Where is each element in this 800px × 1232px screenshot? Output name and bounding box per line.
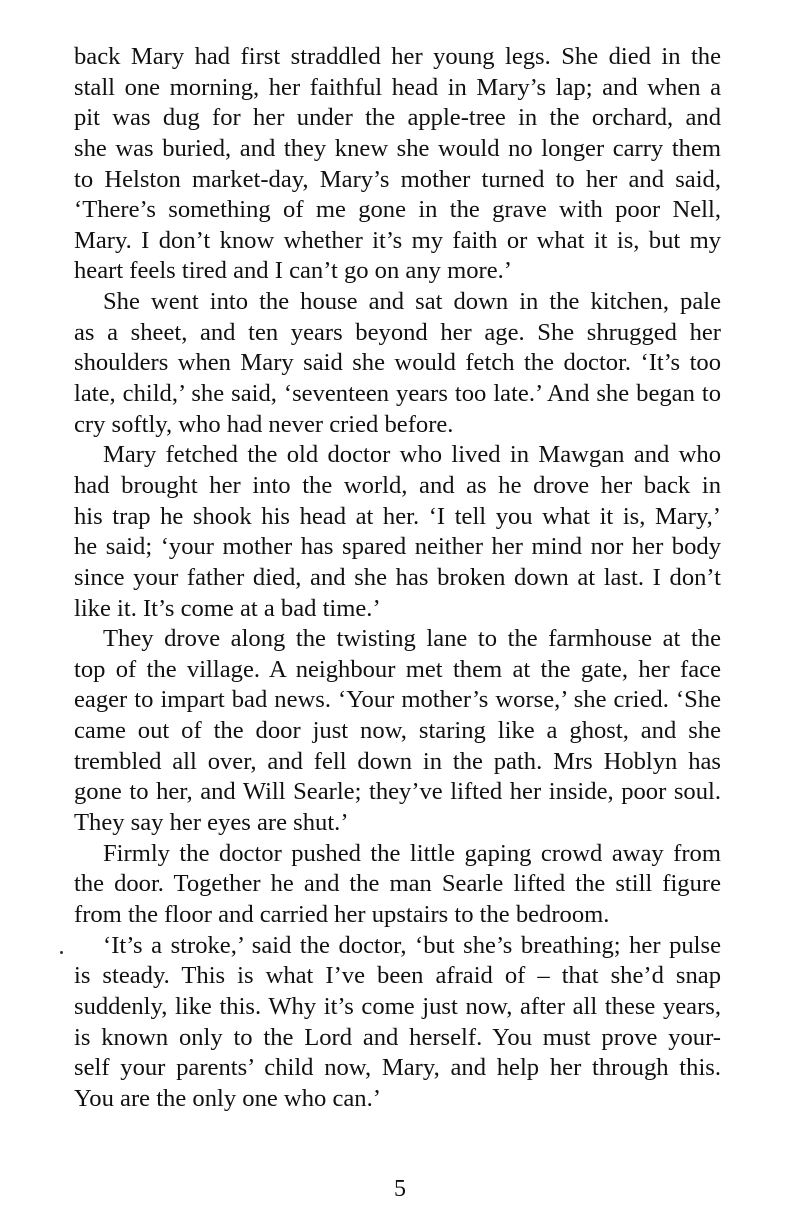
text-line: ‘It’s a stroke,’ said the doctor, ‘but she’s breathing; her pulse xyxy=(103,931,721,959)
text-line: Mary. I don’t know whether it’s my faith or what it is, but my xyxy=(74,226,721,254)
text-line: his trap he shook his head at her. ‘I tell you what it is, Mary,’ xyxy=(74,502,721,530)
text-line: as a sheet, and ten years beyond her age. She shrugged her xyxy=(74,318,721,346)
text-line: Firmly the doctor pushed the little gaping crowd away from xyxy=(103,839,721,867)
text-line: eager to impart bad news. ‘Your mother’s worse,’ she cried. ‘She xyxy=(74,686,721,714)
text-line: since your father died, and she has broken down at last. I don’t xyxy=(74,563,721,591)
paragraph xyxy=(74,42,721,287)
text-line: is known only to the Lord and herself. You must prove your- xyxy=(74,1023,721,1051)
paragraph xyxy=(74,287,721,440)
text-line: self your parents’ child now, Mary, and help her through this. xyxy=(74,1054,721,1082)
text-line: trembled all over, and fell down in the path. Mrs Hoblyn has xyxy=(74,747,721,775)
text-line: suddenly, like this. Why it’s come just now, after all these years, xyxy=(74,992,721,1020)
stray-ink-mark xyxy=(60,951,63,954)
text-line: ‘There’s something of me gone in the grave with poor Nell, xyxy=(74,196,721,224)
text-line: to Helston market-day, Mary’s mother turned to her and said, xyxy=(74,165,721,193)
text-line: from the floor and carried her upstairs to the bedroom. xyxy=(74,900,610,928)
text-line: late, child,’ she said, ‘seventeen years too late.’ And she began to xyxy=(74,380,721,408)
text-line: he said; ‘your mother has spared neither her mind nor her body xyxy=(74,533,721,561)
text-line: Mary fetched the old doctor who lived in Mawgan and who xyxy=(103,441,721,469)
text-line: is steady. This is what I’ve been afraid of – that she’d snap xyxy=(74,962,721,990)
paragraph xyxy=(74,931,721,1115)
paragraph xyxy=(74,440,721,624)
text-line: stall one morning, her faithful head in Mary’s lap; and when a xyxy=(74,73,721,101)
text-line: top of the village. A neighbour met them at the gate, her face xyxy=(74,655,721,683)
text-line: They say her eyes are shut.’ xyxy=(74,809,349,837)
text-line: shoulders when Mary said she would fetch the doctor. ‘It’s too xyxy=(74,349,721,377)
paragraph xyxy=(74,839,721,931)
text-line: She went into the house and sat down in the kitchen, pale xyxy=(103,288,721,316)
text-line: came out of the door just now, staring like a ghost, and she xyxy=(74,717,721,745)
paragraph xyxy=(74,624,721,838)
text-line: pit was dug for her under the apple-tree in the orchard, and xyxy=(74,104,721,132)
text-line: had brought her into the world, and as he drove her back in xyxy=(74,471,721,499)
text-line: They drove along the twisting lane to the farmhouse at the xyxy=(103,625,721,653)
text-line: she was buried, and they knew she would no longer carry them xyxy=(74,134,721,162)
body-text xyxy=(74,42,721,1114)
text-line: the door. Together he and the man Searle lifted the still figure xyxy=(74,870,721,898)
page-number: 5 xyxy=(394,1176,406,1202)
text-line: gone to her, and Will Searle; they’ve lifted her inside, poor soul. xyxy=(74,778,721,806)
text-line: like it. It’s come at a bad time.’ xyxy=(74,594,381,622)
text-line: cry softly, who had never cried before. xyxy=(74,410,454,438)
text-line: heart feels tired and I can’t go on any more.’ xyxy=(74,257,512,285)
text-line: You are the only one who can.’ xyxy=(74,1084,381,1112)
text-line: back Mary had first straddled her young legs. She died in the xyxy=(74,43,721,70)
